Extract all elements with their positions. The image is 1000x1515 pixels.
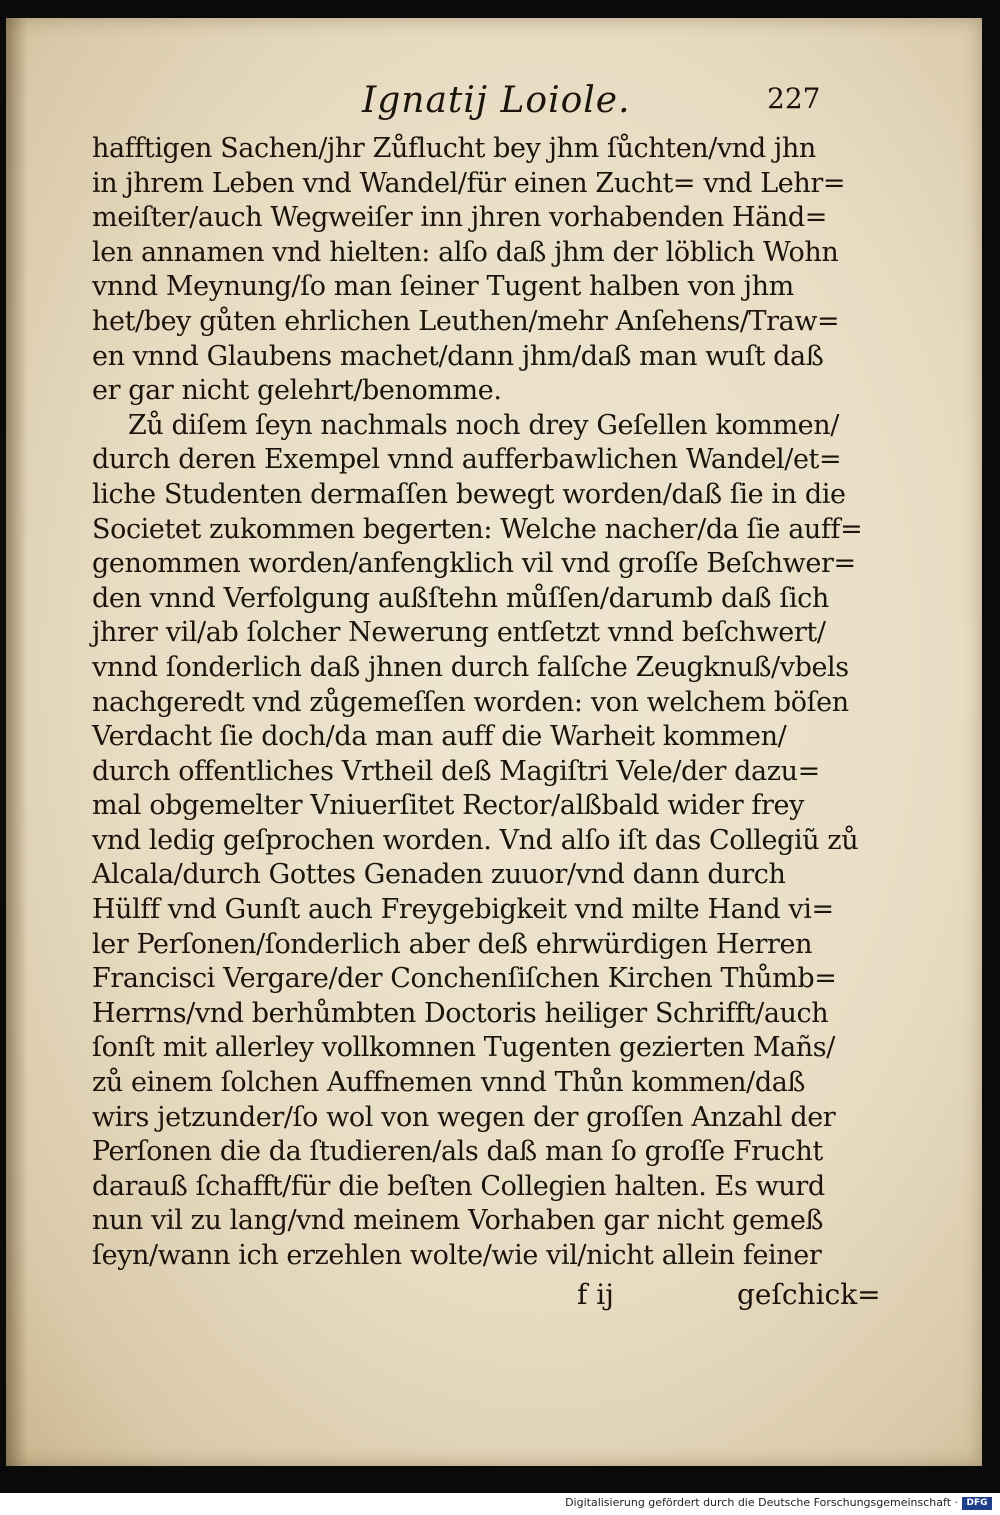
text-line: zů einem ſolchen Auffnemen vnnd Thůn kommen/daß	[92, 1067, 806, 1099]
text-line: hafftigen Sachen/jhr Zůflucht bey jhm ſůchten/vnd jhn	[92, 133, 816, 164]
text-line: er gar nicht gelehrt/benomme.	[92, 375, 502, 407]
text-line: Zů diſem ſeyn nachmals noch drey Geſellen kommen/	[128, 409, 839, 441]
text-line: meiſter/auch Wegweiſer inn jhren vorhabenden Händ=	[92, 202, 827, 234]
running-head: Ignatij Loiole.	[362, 80, 631, 121]
body-text	[92, 132, 863, 1274]
text-line: darauß ſchafft/für die beſten Collegien halten. Es wurd	[92, 1170, 825, 1202]
text-line: Perſonen die da ſtudieren/als daß man ſo groſſe Frucht	[92, 1136, 823, 1168]
text-line: ſeyn/wann ich erzehlen wolte/wie vil/nicht allein feiner	[92, 1240, 822, 1271]
text-line: ler Perſonen/ſonderlich aber deß ehrwürdigen Herren	[92, 928, 813, 960]
text-line: len annamen vnd hielten: alſo daß jhm der löblich Wohn	[92, 236, 839, 268]
text-line: en vnnd Glaubens machet/dann jhm/daß man wuſt daß	[92, 340, 824, 372]
text-line: het/bey gůten ehrlichen Leuthen/mehr Anſehens/Traw=	[92, 305, 840, 337]
text-line: vnnd Meynung/ſo man ſeiner Tugent halben von jhm	[92, 271, 794, 303]
text-line: ſonſt mit allerley vollkomnen Tugenten gezierten Mañs/	[92, 1032, 835, 1064]
signature-mark: f ij	[577, 1277, 614, 1311]
credit-text: Digitalisierung gefördert durch die Deutsche Forschungsgemeinschaft ·	[565, 1496, 958, 1509]
text-line: Francisci Vergare/der Conchenſiſchen Kirchen Thůmb=	[92, 963, 837, 995]
text-line: durch deren Exempel vnnd aufferbawlichen Wandel/et=	[92, 444, 842, 476]
text-line: den vnnd Verfolgung außſtehn můſſen/darumb daß ſich	[92, 582, 829, 614]
text-line: liche Studenten dermaſſen bewegt worden/daß ſie in die	[92, 478, 846, 510]
text-line: durch offentliches Vrtheil deß Magiſtri Vele/der dazu=	[92, 755, 820, 787]
text-line: jhrer vil/ab ſolcher Newerung entſetzt vnnd beſchwert/	[92, 617, 826, 649]
catchword: geſchick=	[737, 1277, 881, 1311]
text-line: nun vil zu lang/vnd meinem Vorhaben gar nicht gemeß	[92, 1205, 824, 1237]
text-line: genommen worden/anfengklich vil vnd groſſe Beſchwer=	[92, 548, 856, 580]
text-line: vnd ledig geſprochen worden. Vnd alſo iſt das Collegiũ zů	[92, 824, 859, 856]
text-line: Hülff vnd Gunſt auch Freygebigkeit vnd milte Hand vi=	[92, 894, 834, 926]
text-line: Herrns/vnd berhůmbten Doctoris heiliger Schrifft/auch	[92, 997, 829, 1029]
text-line: Alcala/durch Gottes Genaden zuuor/vnd dann durch	[92, 859, 786, 891]
page-footer	[92, 1277, 881, 1322]
text-line: Societet zukommen begerten: Welche nacher/da ſie auff=	[92, 513, 863, 545]
text-line: wirs jetzunder/ſo wol von wegen der groſſen Anzahl der	[92, 1101, 836, 1133]
text-line: in jhrem Leben vnd Wandel/für einen Zucht= vnd Lehr=	[92, 167, 846, 199]
page-number: 227	[767, 82, 821, 115]
text-line: Verdacht ſie doch/da man auff die Warheit kommen/	[92, 721, 787, 753]
page-text-block	[92, 80, 881, 1322]
credit-bar	[0, 1493, 1000, 1515]
page-header	[92, 80, 852, 132]
page-gutter-shadow	[6, 18, 28, 1466]
text-line: vnnd ſonderlich daß jhnen durch falſche Zeugknuß/vbels	[92, 651, 849, 683]
text-line: nachgeredt vnd zůgemeſſen worden: von welchem böſen	[92, 686, 849, 718]
dfg-logo: DFG	[962, 1497, 992, 1510]
text-line: mal obgemelter Vniuerſitet Rector/alßbald wider frey	[92, 790, 804, 822]
